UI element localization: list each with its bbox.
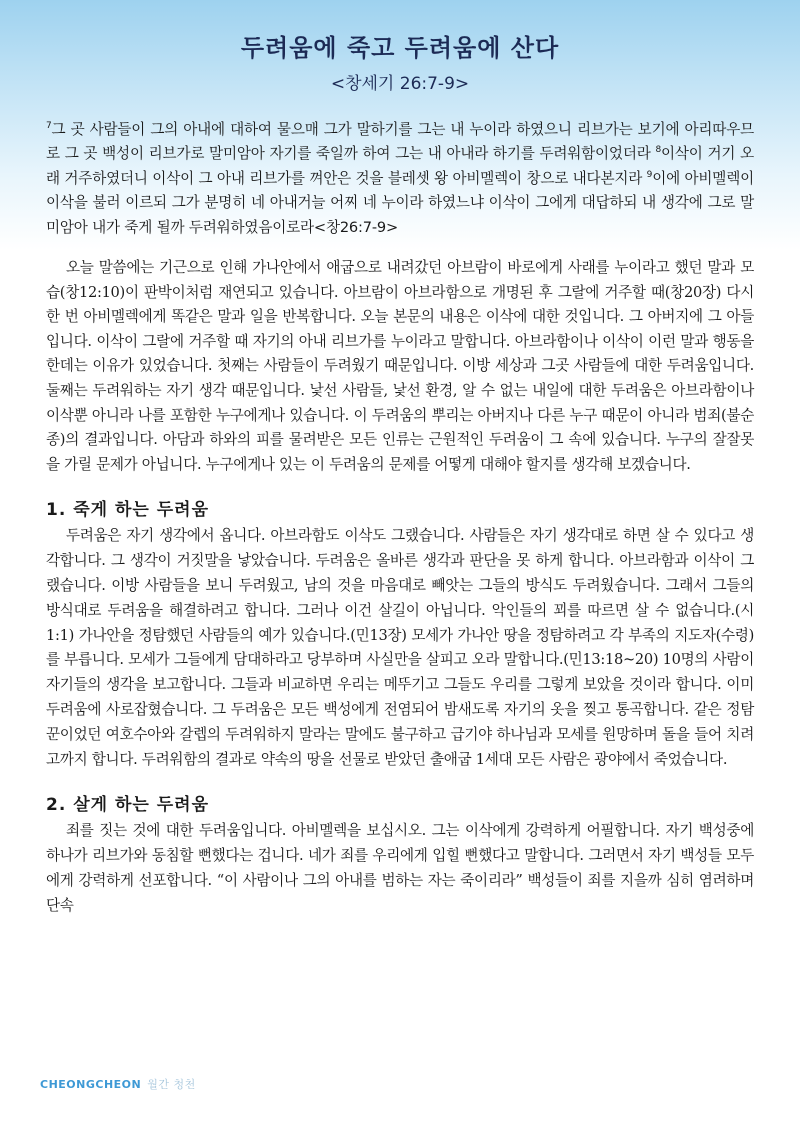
verse-number: 8: [655, 145, 661, 156]
verse-text: 이에 아비멜렉이 이삭을 불러 이르되 그가 분명히 네 아내거늘 어찌 네 누이라 하였느냐 이삭이 그에게 대답하되 내 생각에 그로 말미암아 내가 죽게 될까 두려워하였음이로라: [46, 169, 754, 236]
verse-text: 그 곳 사람들이 그의 아내에 대하여 물으매 그가 말하기를 그는 내 누이라 하였으니 리브가는 보기에 아리따우므로 그 곳 백성이 리브가로 말미암아 자기를 죽일까 하여 그는 내 아내라 하기를 두려워함이었더라: [46, 121, 754, 163]
section-heading: 2. 살게 하는 두려움: [46, 795, 209, 816]
section-paragraph: 죄를 짓는 것에 대한 두려움입니다. 아비멜렉을 보십시오. 그는 이삭에게 강력하게 어필합니다. 자기 백성중에 하나가 리브가와 동침할 뻔했다는 겁니다. 네가 죄를 우리에게 입힐 뻔했다고 말합니다. 그러면서 자기 백성들 모두에게 강력하게 선포합니다. “이 사람이나 그의 아내를 범하는 자는 죽이리라” 백성들이 죄를 지을까 심히 염려하며 단속: [46, 822, 754, 914]
page-header: [0, 28, 800, 94]
section-paragraph: 두려움은 자기 생각에서 옵니다. 아브라함도 이삭도 그랬습니다. 사람들은 자기 생각대로 하면 살 수 있다고 생각합니다. 그 생각이 거짓말을 낳았습니다. 두려움은 올바른 생각과 판단을 못 하게 합니다. 아브라함과 이삭이 그랬습니다. 이방 사람들을 보니 두려웠고, 남의 것을 마음대로 빼앗는 그들의 방식도 두려웠습니다. 그래서 그들의 방식대로 두려움을 해결하려고 합니다. 그러나 이건 살길이 아닙니다. 악인들의 꾀를 따르면 살 수 없습니다.(시1:1) 가나안을 정탐했던 사람들의 예가 있습니다.(민13장) 모세가 가나안 땅을 정탐하려고 각 부족의 지도자(수령)를 부릅니다. 모세가 그들에게 담대하라고 당부하며 사실만을 살피고 오라 말합니다.(민13:18~20) 10명의 사람이 자기들의 생각을 보고합니다. 그들과 비교하면 우리는 메뚜기고 그들도 우리를 그렇게 보았을 것이라 합니다. 이미 두려움에 사로잡혔습니다. 그 두려움은 모든 백성에게 전염되어 밤새도록 자기의 옷을 찢고 통곡합니다. 같은 정탐꾼이었던 여호수아와 갈렙의 두려워하지 말라는 말에도 불구하고 급기야 하나님과 모세를 원망하며 돌을 들어 치려고까지 합니다. 두려워함의 결과로 약속의 땅을 선물로 받았던 출애굽 1세대 모든 사람은 광야에서 죽었습니다.: [46, 527, 754, 768]
scripture-reference-subtitle: <창세기 26:7-9>: [330, 74, 470, 94]
verse-text: 이삭이 거기 오래 거주하였더니 이삭이 그 아내 리브가를 껴안은 것을 블레셋 왕 아비멜렉이 창으로 내다본지라: [46, 145, 755, 187]
intro-paragraph: 오늘 말씀에는 기근으로 인해 가나안에서 애굽으로 내려갔던 아브람이 바로에게 사래를 누이라고 했던 말과 모습(창12:10)이 판박이처럼 재연되고 있습니다. 아브람이 아브라함으로 개명된 후 그랄에 거주할 때(창20장) 다시 한 번 아비멜렉에게 똑같은 말과 일을 반복합니다. 오늘 본문의 내용은 이삭에 대한 것입니다. 그 아버지에 그 아들입니다. 이삭이 그랄에 거주할 때 자기의 아내 리브가를 누이라고 말합니다. 아브라함이나 이삭이 이런 말과 행동을 한데는 이유가 있었습니다. 첫째는 사람들이 두려웠기 때문입니다. 이방 세상과 그곳 사람들에 대한 두려움입니다. 둘째는 두려워하는 자기 생각 때문입니다. 낯선 사람들, 낯선 환경, 알 수 없는 내일에 대한 두려움은 아브라함이나 이삭뿐 아니라 나를 포함한 누구에게나 있습니다. 이 두려움의 뿌리는 아버지나 다른 누구 때문이 아니라 범죄(불순종)의 결과입니다. 아담과 하와의 피를 물려받은 모든 인류는 근원적인 두려움이 그 속에 있습니다. 누구의 잘잘못을 가릴 문제가 아닙니다. 누구에게나 있는 이 두려움의 문제를 어떻게 대해야 할지를 생각해 보겠습니다.: [46, 259, 754, 473]
verse-number: 9: [646, 169, 653, 180]
article-body: [46, 118, 754, 919]
watermark-subtitle: 월간 청천: [147, 1078, 196, 1091]
publisher-watermark: [40, 1076, 196, 1092]
scripture-passage: [46, 118, 754, 240]
scripture-reference: <창26:7-9>: [313, 218, 398, 236]
verse-number: 7: [46, 121, 52, 132]
page-title: 두려움에 죽고 두려움에 산다: [240, 34, 560, 62]
section-heading: 1. 죽게 하는 두려움: [46, 500, 209, 521]
watermark-brand: CHEONGCHEON: [40, 1078, 142, 1091]
